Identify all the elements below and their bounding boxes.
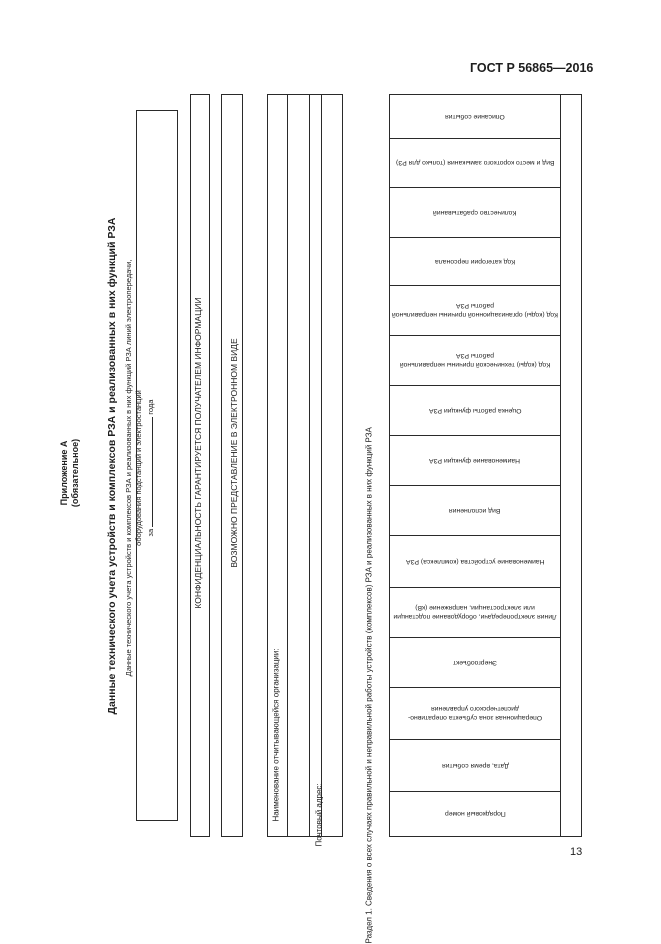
document-code: ГОСТ Р 56865—2016 (470, 61, 594, 75)
appendix-heading (59, 363, 81, 583)
column-header: Дата, время события (441, 761, 509, 769)
appendix-type: (обязательное) (70, 438, 80, 508)
cover-box-text (124, 116, 164, 820)
period-suffix: года (146, 399, 155, 415)
column-header: Оценка работы функции РЗА (428, 406, 522, 414)
column-header: Вид исполнения (449, 506, 501, 514)
column-header: Вид и место короткого замыкания (только для РЗ) (395, 159, 555, 166)
column-header: Операционная зона субъекта оперативно-диспетчерского управления (407, 705, 543, 721)
column-header: Линия электропередачи, оборудование подстанции или электростанции, напряжение (кВ) (393, 604, 557, 620)
period-prefix: за (146, 528, 155, 537)
column-header: Наименование устройства (комплекса) РЗА (405, 557, 545, 565)
cover-line-1: Данные технического учета устройств и комплексов РЗА и реализованных в них функций РЗА линий электропередачи, (124, 259, 133, 677)
form-title: Данные технического учета устройств и комплексов РЗА и реализованных в них функций РЗА (106, 217, 118, 715)
period-blank (144, 417, 153, 527)
column-header: Код (коды) организационной причины неправильной работы РЗА (391, 302, 559, 318)
org-name-label: Наименование отчитывающейся организации: (271, 648, 281, 822)
confidentiality-text: КОНФИДЕНЦИАЛЬНОСТЬ ГАРАНТИРУЕТСЯ ПОЛУЧАТЕЛЕМ ИНФОРМАЦИИ (193, 297, 203, 609)
cover-line-2: оборудования подстанций и электростанций (134, 390, 143, 546)
appendix-label: Приложение А (59, 440, 69, 506)
events-table (389, 94, 582, 837)
column-header: Количество срабатываний (433, 208, 517, 216)
column-header: Порядковый номер (444, 810, 506, 817)
column-header: Энергообъект (453, 658, 497, 666)
section-1-title: Раздел 1. Сведения о всех случаях правильной и неправильной работы устройств (комплексов) РЗА и реализованных в них функций РЗА (364, 427, 374, 944)
org-address-label: Почтовый адрес: (314, 783, 324, 847)
page-number: 13 (570, 846, 583, 858)
column-header: Наименование функции РЗА (429, 456, 521, 464)
column-header: Код (коды) технической причины неправильной работы РЗА (399, 352, 551, 368)
column-header: Описание события (445, 113, 505, 120)
column-header: Код категории персонала (434, 257, 516, 265)
electronic-text: ВОЗМОЖНО ПРЕДСТАВЛЕНИЕ В ЭЛЕКТРОННОМ ВИДЕ (229, 338, 239, 568)
cover-line-3 (144, 116, 156, 820)
